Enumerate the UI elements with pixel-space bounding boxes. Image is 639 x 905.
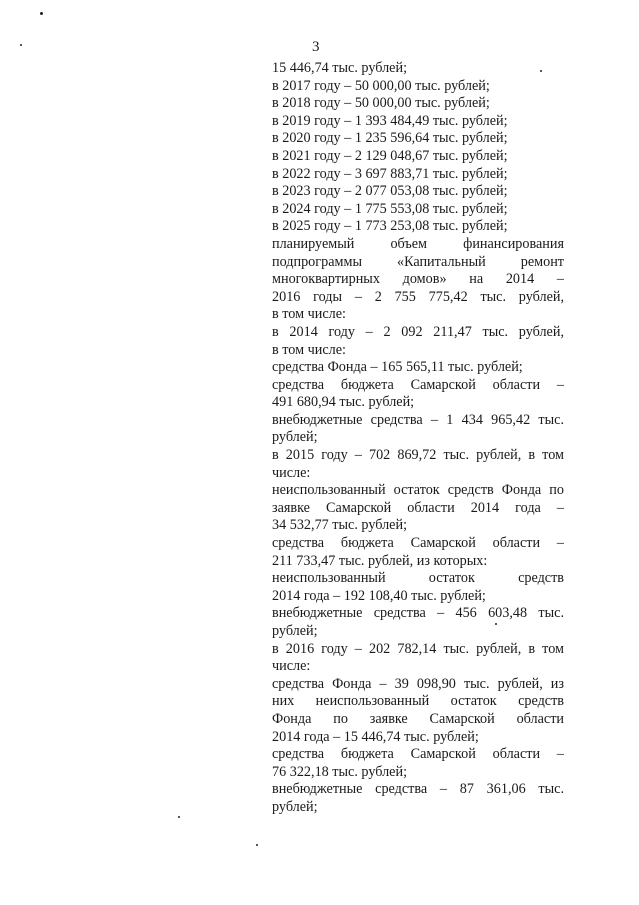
text-line: в 2021 году – 2 129 048,67 тыс. рублей; [272, 147, 508, 164]
text-line: средства бюджета Самарской области – [272, 535, 564, 552]
text-line: в 2023 году – 2 077 053,08 тыс. рублей; [272, 183, 508, 200]
text-line: 2016 годы – 2 755 775,42 тыс. рублей, [272, 288, 564, 305]
text-line: 491 680,94 тыс. рублей; [272, 394, 415, 411]
text-line: в 2025 году – 1 773 253,08 тыс. рублей; [272, 218, 508, 235]
text-line: внебюджетные средства – 87 361,06 тыс. [272, 781, 564, 798]
text-line: в 2020 году – 1 235 596,64 тыс. рублей; [272, 130, 508, 147]
scan-speck [178, 816, 180, 818]
text-line: в том числе: [272, 306, 346, 323]
text-line: внебюджетные средства – 456 603,48 тыс. [272, 605, 564, 622]
text-line: 34 532,77 тыс. рублей; [272, 517, 408, 534]
text-line: заявке Самарской области 2014 года – [272, 499, 564, 516]
text-line: в 2015 году – 702 869,72 тыс. рублей, в том [272, 447, 564, 464]
text-line: в 2014 году – 2 092 211,47 тыс. рублей, [272, 323, 564, 340]
text-line: рублей; [272, 429, 318, 446]
body-text [272, 60, 564, 817]
text-line: 2014 года – 192 108,40 тыс. рублей; [272, 587, 486, 604]
text-line: неиспользованный остаток средств Фонда по [272, 482, 564, 499]
text-line: средства бюджета Самарской области – [272, 746, 564, 763]
scan-speck [495, 623, 497, 625]
scan-speck [40, 12, 43, 15]
text-line: них неиспользованный остаток средств [272, 693, 564, 710]
text-line: средства Фонда – 165 565,11 тыс. рублей; [272, 359, 523, 376]
text-line: многоквартирных домов» на 2014 – [272, 271, 564, 288]
text-line: подпрограммы «Капитальный ремонт [272, 253, 564, 270]
text-line: 76 322,18 тыс. рублей; [272, 763, 408, 780]
text-line: числе: [272, 464, 311, 481]
page-number: 3 [312, 39, 320, 55]
text-line: в 2017 году – 50 000,00 тыс. рублей; [272, 77, 490, 94]
text-line: в 2018 году – 50 000,00 тыс. рублей; [272, 95, 490, 112]
text-line: в 2016 году – 202 782,14 тыс. рублей, в том [272, 640, 564, 657]
text-line: 2014 года – 15 446,74 тыс. рублей; [272, 728, 479, 745]
text-line: планируемый объем финансирования [272, 235, 564, 252]
scan-speck [540, 70, 542, 72]
text-line: рублей; [272, 623, 318, 639]
text-line: в 2022 году – 3 697 883,71 тыс. рублей; [272, 165, 508, 182]
text-line: в том числе: [272, 341, 346, 358]
text-line: в 2024 году – 1 775 553,08 тыс. рублей; [272, 200, 508, 217]
text-line: внебюджетные средства – 1 434 965,42 тыс. [272, 411, 564, 428]
text-line: 211 733,47 тыс. рублей, из которых: [272, 552, 488, 569]
scan-speck [20, 44, 22, 46]
text-line: средства Фонда – 39 098,90 тыс. рублей, из [272, 675, 564, 692]
text-line: неиспользованный остаток средств [272, 570, 564, 587]
text-line: 15 446,74 тыс. рублей; [272, 60, 408, 76]
text-line: рублей; [272, 798, 318, 815]
text-line: числе: [272, 658, 311, 675]
text-line: в 2019 году – 1 393 484,49 тыс. рублей; [272, 112, 508, 129]
text-line: средства бюджета Самарской области – [272, 376, 564, 393]
scan-speck [256, 844, 258, 846]
text-line: Фонда по заявке Самарской области [272, 710, 564, 727]
